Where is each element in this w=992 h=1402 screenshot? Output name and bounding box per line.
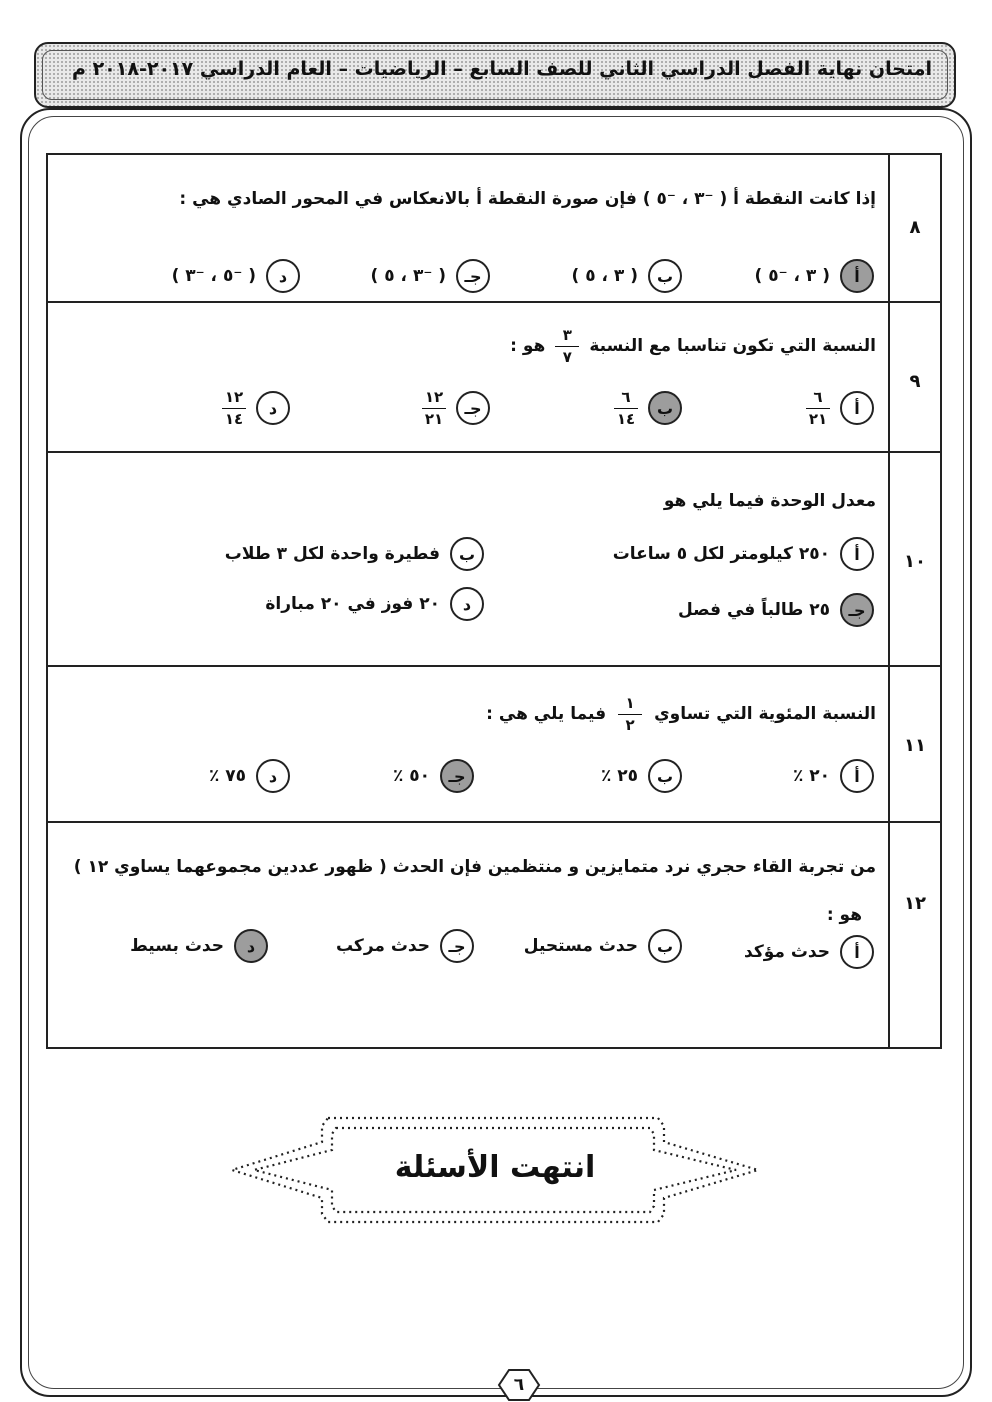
- fraction-denominator: ١٤: [616, 409, 636, 428]
- question-row-12: [48, 823, 940, 1047]
- option-value: ( ⁻٣ ، ٥ ): [370, 266, 446, 286]
- option-c[interactable]: [422, 389, 490, 427]
- question-row-8: [48, 155, 940, 303]
- option-a[interactable]: [744, 935, 874, 969]
- fraction-numerator: ٦: [813, 388, 823, 406]
- option-d[interactable]: [265, 587, 484, 621]
- option-c[interactable]: [371, 259, 490, 293]
- option-fraction: [614, 389, 638, 427]
- option-a[interactable]: [755, 259, 874, 293]
- option-letter: جـ: [840, 593, 874, 627]
- question-text: [510, 327, 876, 365]
- fraction-numerator: ٦: [621, 388, 631, 406]
- option-letter: د: [450, 587, 484, 621]
- fraction-denominator: ٢١: [424, 409, 444, 428]
- question-text: إذا كانت النقطة أ ( ⁻٣ ، ⁻٥ ) فإن صورة النقطة أ بالانعكاس في المحور الصادي هي :: [179, 189, 876, 209]
- ratio-fraction: [618, 695, 642, 733]
- option-letter: أ: [840, 537, 874, 571]
- option-letter: أ: [840, 935, 874, 969]
- option-letter: ب: [648, 259, 682, 293]
- question-text: من تجربة القاء حجري نرد متمايزين و منتظمين فإن الحدث ( ظهور عددين مجموعهما يساوي ١٢ ): [73, 857, 876, 877]
- option-letter: ب: [648, 759, 682, 793]
- question-text-suffix: فيما يلي هي :: [486, 704, 607, 724]
- option-value: حدث مؤكد: [744, 942, 830, 962]
- question-number: ١٠: [904, 551, 926, 572]
- option-b[interactable]: [225, 537, 484, 571]
- option-a[interactable]: [806, 389, 874, 427]
- option-a[interactable]: [613, 537, 874, 571]
- option-letter: د: [256, 759, 290, 793]
- question-text-line2: هو :: [826, 905, 862, 925]
- option-value: حدث مستحيل: [523, 936, 638, 956]
- option-value: ٢٠ ٪: [792, 766, 830, 786]
- fraction-bar: [422, 408, 446, 409]
- option-value: ٢٥ طالباً في فصل: [677, 600, 830, 620]
- option-b[interactable]: [524, 929, 682, 963]
- exam-header: [34, 42, 956, 108]
- end-text: انتهت الأسئلة: [394, 1150, 596, 1185]
- option-b[interactable]: [601, 759, 682, 793]
- fraction-numerator: ١٢: [224, 388, 244, 406]
- option-value: ٢٥٠ كيلومتر لكل ٥ ساعات: [612, 544, 830, 564]
- option-letter: أ: [840, 259, 874, 293]
- fraction-numerator: ٣: [562, 326, 572, 344]
- option-letter: ب: [648, 391, 682, 425]
- option-letter: أ: [840, 759, 874, 793]
- end-of-questions-banner: [228, 1112, 762, 1228]
- question-number: ٩: [909, 371, 921, 392]
- option-letter: جـ: [440, 929, 474, 963]
- option-b[interactable]: [572, 259, 682, 293]
- questions-table: [46, 153, 942, 1049]
- option-value: ( ٣ ، ٥ ): [571, 266, 638, 286]
- option-c[interactable]: [336, 929, 474, 963]
- fraction-denominator: ٧: [562, 347, 572, 366]
- fraction-bar: [618, 714, 642, 715]
- option-letter: أ: [840, 391, 874, 425]
- option-value: فطيرة واحدة لكل ٣ طلاب: [224, 544, 440, 564]
- fraction-bar: [222, 408, 246, 409]
- ratio-fraction: [555, 327, 579, 365]
- option-d[interactable]: [222, 389, 290, 427]
- option-letter: د: [234, 929, 268, 963]
- option-value: ( ٣ ، ⁻٥ ): [754, 266, 830, 286]
- question-number: ١١: [904, 735, 926, 756]
- question-row-10: [48, 453, 940, 667]
- question-text-suffix: هو :: [510, 336, 546, 356]
- question-number: ١٢: [904, 893, 926, 914]
- fraction-numerator: ١: [625, 694, 635, 712]
- fraction-denominator: ١٤: [224, 409, 244, 428]
- option-fraction: [806, 389, 830, 427]
- question-number: ٨: [909, 217, 921, 238]
- option-value: ٧٥ ٪: [208, 766, 246, 786]
- fraction-numerator: ١٢: [424, 388, 444, 406]
- fraction-bar: [555, 346, 579, 347]
- option-fraction: [422, 389, 446, 427]
- option-fraction: [222, 389, 246, 427]
- question-text: [486, 695, 876, 733]
- option-letter: ب: [450, 537, 484, 571]
- option-letter: د: [256, 391, 290, 425]
- option-value: ٢٠ فوز في ٢٠ مباراة: [265, 594, 440, 614]
- option-value: حدث مركب: [335, 936, 430, 956]
- question-row-11: [48, 667, 940, 823]
- option-b[interactable]: [614, 389, 682, 427]
- option-d[interactable]: [172, 259, 300, 293]
- option-letter: ب: [648, 929, 682, 963]
- option-value: حدث بسيط: [130, 936, 224, 956]
- header-title: امتحان نهاية الفصل الدراسي الثاني للصف السابع – الرياضيات – العام الدراسي ٢٠١٧-٢٠١٨ م: [72, 58, 932, 80]
- option-value: ( ⁻٥ ، ⁻٣ ): [171, 266, 256, 286]
- option-letter: جـ: [456, 391, 490, 425]
- option-letter: د: [266, 259, 300, 293]
- question-text-main: النسبة المئوية التي تساوي: [654, 704, 876, 724]
- option-value: ٢٥ ٪: [600, 766, 638, 786]
- option-letter: جـ: [440, 759, 474, 793]
- fraction-denominator: ٢١: [808, 409, 828, 428]
- option-a[interactable]: [793, 759, 874, 793]
- fraction-denominator: ٢: [625, 715, 635, 734]
- fraction-bar: [614, 408, 638, 409]
- page-number: ٦: [513, 1375, 525, 1395]
- option-letter: جـ: [456, 259, 490, 293]
- question-row-9: [48, 303, 940, 453]
- question-text-main: النسبة التي تكون تناسبا مع النسبة: [589, 336, 876, 356]
- question-text: معدل الوحدة فيما يلي هو: [663, 491, 876, 511]
- fraction-bar: [806, 408, 830, 409]
- option-c[interactable]: [393, 759, 474, 793]
- option-value: ٥٠ ٪: [392, 766, 430, 786]
- option-d[interactable]: [130, 929, 268, 963]
- option-c[interactable]: [678, 593, 874, 627]
- option-d[interactable]: [209, 759, 290, 793]
